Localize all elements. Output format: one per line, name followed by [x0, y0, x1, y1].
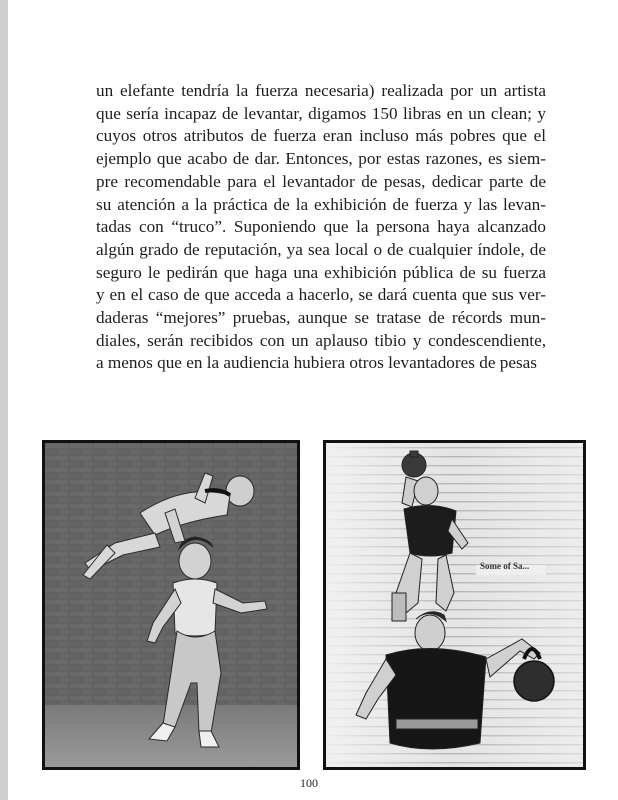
- text-line: algún grado de reputación, ya sea local o de cualquier índole, de: [96, 239, 546, 259]
- text-line: diales, serán recibidos con un aplauso tibio y condescendiente,: [96, 330, 546, 350]
- photo-strongwoman-illustration: [45, 443, 297, 767]
- text-line: tadas con “truco”. Suponiendo que la persona haya alcanzado: [96, 217, 546, 237]
- page-number: 100: [300, 776, 318, 790]
- page-edge: [0, 0, 8, 800]
- text-line: pre recomendable para el levantador de pesas, dedicar parte de: [96, 171, 546, 191]
- text-line: ejemplo que acabo de dar. Entonces, por estas razones, es siem-: [96, 149, 546, 169]
- text-line: que sería incapaz de levantar, digamos 150 libras en un clean; y: [96, 103, 546, 123]
- photo-strongmen-illustration: [326, 443, 583, 767]
- text-line: a menos que en la audiencia hubiera otros levantadores de pesas: [96, 353, 537, 373]
- photo-strongmen-kettlebells: [323, 440, 586, 770]
- text-line: daderas “mejores” pruebas, aunque se tratase de récords mun-: [96, 308, 546, 328]
- text-line: su atención a la práctica de la exhibición de fuerza y las levan-: [96, 194, 546, 214]
- body-paragraph: [96, 80, 546, 375]
- text-line: cuyos otros atributos de fuerza eran incluso más pobres que el: [96, 126, 546, 146]
- text-line: un elefante tendría la fuerza necesaria) realizada por un artista: [96, 81, 546, 100]
- photo-strongwoman-lift: [42, 440, 300, 770]
- text-line: y en el caso de que acceda a hacerlo, se dará cuenta que sus ver-: [96, 285, 546, 305]
- photo-caption-heading: Some of Sa...: [480, 561, 530, 571]
- text-line: seguro le pedirán que haga una exhibición pública de su fuerza: [96, 262, 546, 282]
